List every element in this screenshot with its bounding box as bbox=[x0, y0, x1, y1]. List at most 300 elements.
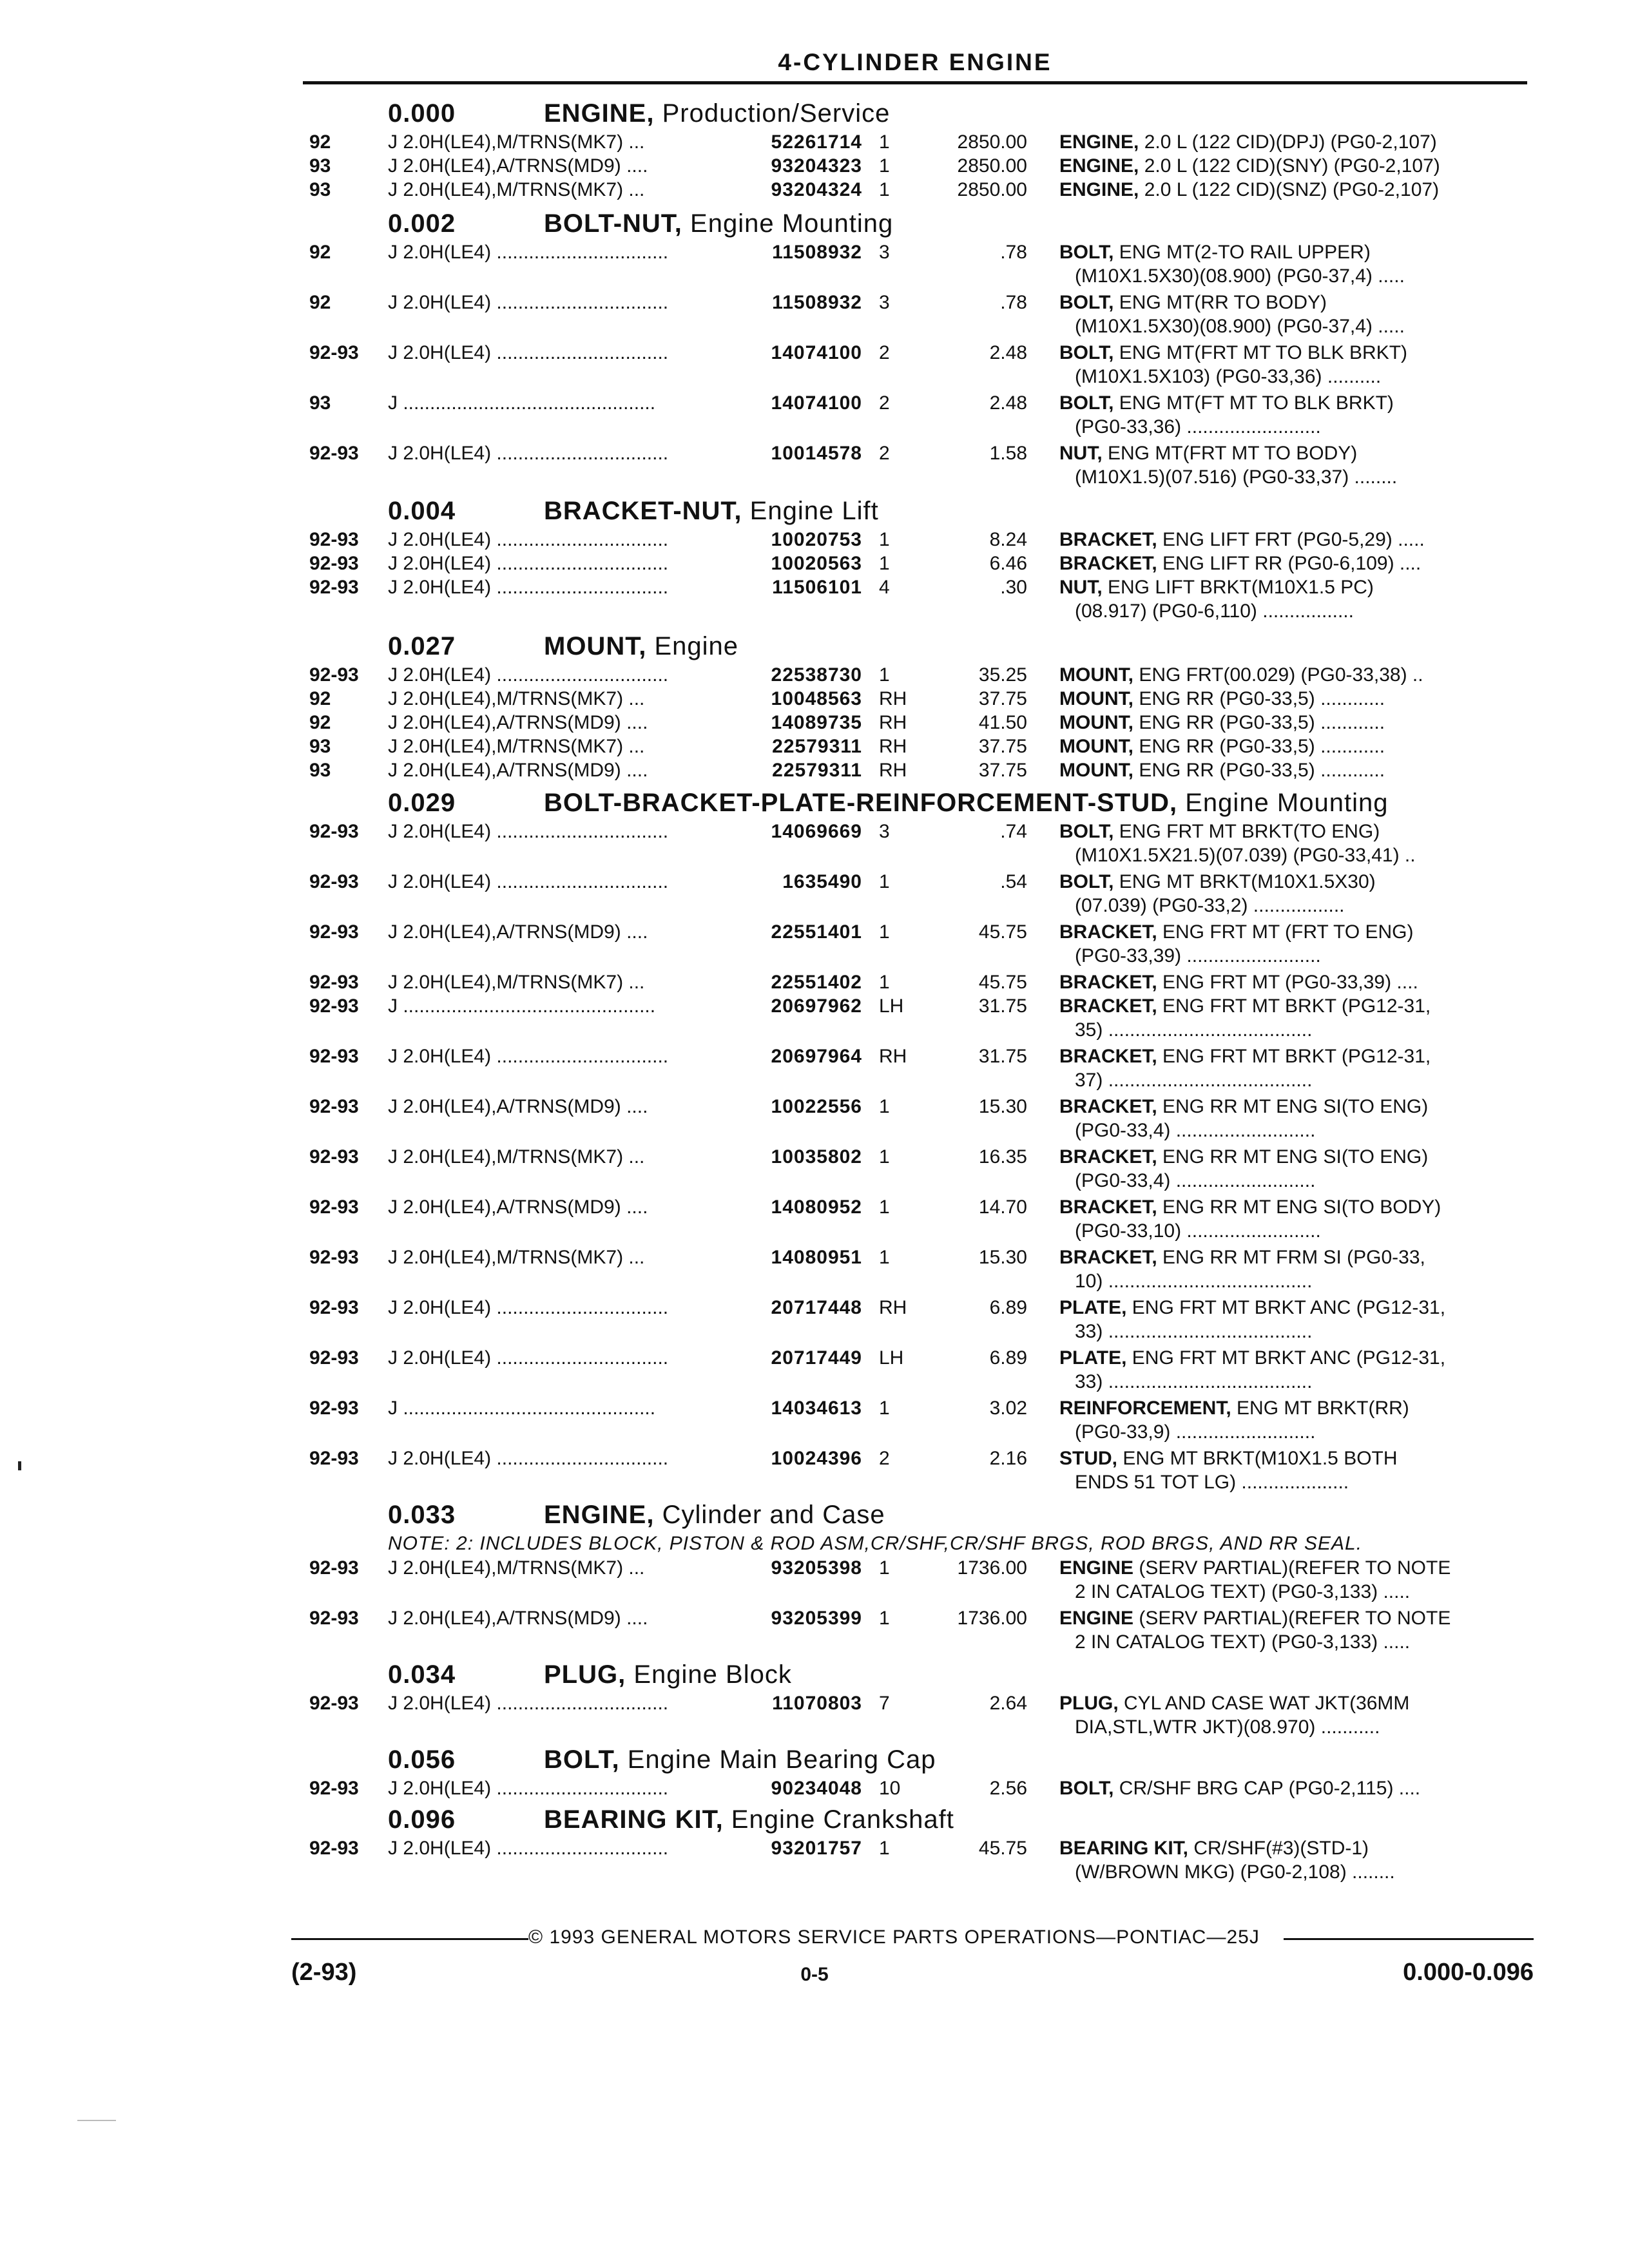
section-name bbox=[544, 1501, 885, 1530]
part-spec: ENG RR (PG0-33,5) ............ bbox=[1133, 688, 1385, 709]
list-price: 2850.00 bbox=[957, 179, 1027, 200]
application: J 2.0H(LE4),M/TRNS(MK7) ... bbox=[388, 736, 645, 757]
section-name bbox=[544, 1745, 936, 1774]
part-description bbox=[1059, 687, 1523, 711]
part-description bbox=[1059, 735, 1523, 758]
description-line bbox=[1059, 711, 1523, 735]
quantity: 3 bbox=[879, 292, 890, 313]
model-year: 93 bbox=[309, 155, 331, 177]
part-spec: ENG MT BRKT(RR) bbox=[1231, 1398, 1409, 1419]
model-year: 93 bbox=[309, 392, 331, 414]
list-price: 41.50 bbox=[978, 712, 1027, 733]
section-heading bbox=[303, 1498, 1527, 1532]
part-number: 20697962 bbox=[771, 995, 862, 1017]
quantity: 3 bbox=[879, 821, 890, 842]
part-row bbox=[303, 663, 1527, 687]
list-price: .78 bbox=[1000, 292, 1027, 313]
part-row bbox=[303, 687, 1527, 711]
part-row bbox=[303, 758, 1527, 782]
application: J 2.0H(LE4),A/TRNS(MD9) .... bbox=[388, 1608, 648, 1629]
section-number: 0.096 bbox=[388, 1805, 456, 1834]
part-row bbox=[303, 391, 1527, 439]
part-row bbox=[303, 1245, 1527, 1293]
quantity: RH bbox=[879, 1046, 907, 1067]
quantity: 1 bbox=[879, 1557, 890, 1579]
description-line bbox=[1059, 687, 1523, 711]
part-row bbox=[303, 552, 1527, 575]
description-continuation: 33) ...................................... bbox=[1075, 1371, 1313, 1392]
part-description bbox=[1059, 758, 1523, 782]
part-number: 22538730 bbox=[771, 664, 862, 686]
catalog-section bbox=[303, 1803, 1527, 1884]
section-heading bbox=[303, 97, 1527, 130]
section-name-part: ENGINE, bbox=[544, 99, 655, 128]
part-row bbox=[303, 178, 1527, 202]
part-description bbox=[1059, 154, 1523, 178]
part-name: BOLT, bbox=[1059, 342, 1114, 363]
quantity: 1 bbox=[879, 871, 890, 892]
part-description bbox=[1059, 820, 1523, 867]
list-price: .78 bbox=[1000, 242, 1027, 263]
part-spec: ENG FRT MT BRKT ANC (PG12-31, bbox=[1126, 1347, 1446, 1369]
part-row bbox=[303, 1396, 1527, 1444]
application: J 2.0H(LE4) ................................ bbox=[388, 1448, 669, 1469]
description-line bbox=[1059, 552, 1523, 575]
description-line bbox=[1059, 1446, 1523, 1470]
part-name: PLUG, bbox=[1059, 1693, 1119, 1714]
application: J 2.0H(LE4),M/TRNS(MK7) ... bbox=[388, 1247, 645, 1268]
part-spec: CR/SHF(#3)(STD-1) bbox=[1188, 1838, 1369, 1859]
group-range: 0.000-0.096 bbox=[1403, 1959, 1534, 1986]
application: J 2.0H(LE4) ................................ bbox=[388, 1693, 669, 1714]
part-number: 1635490 bbox=[782, 871, 862, 892]
list-price: 1736.00 bbox=[957, 1557, 1027, 1579]
description-line bbox=[1059, 391, 1523, 415]
application: J 2.0H(LE4) ................................ bbox=[388, 871, 669, 892]
application: J 2.0H(LE4) ................................ bbox=[388, 821, 669, 842]
quantity: 1 bbox=[879, 972, 890, 993]
model-year: 92-93 bbox=[309, 995, 359, 1017]
part-number: 93201757 bbox=[771, 1838, 862, 1859]
description-continuation: 37) ...................................... bbox=[1075, 1070, 1313, 1091]
model-year: 93 bbox=[309, 736, 331, 757]
model-year: 92-93 bbox=[309, 529, 359, 550]
section-name bbox=[544, 789, 1388, 818]
part-description bbox=[1059, 528, 1523, 552]
list-price: 6.46 bbox=[989, 553, 1027, 574]
part-name: BRACKET, bbox=[1059, 972, 1157, 993]
part-spec: 2.0 L (122 CID)(DPJ) (PG0-2,107) bbox=[1139, 131, 1437, 153]
part-name: PLATE, bbox=[1059, 1347, 1127, 1369]
part-number: 14034613 bbox=[771, 1398, 862, 1419]
part-name: PLATE, bbox=[1059, 1297, 1127, 1318]
description-continuation: (PG0-33,39) ......................... bbox=[1075, 945, 1321, 966]
list-price: 2.48 bbox=[989, 392, 1027, 414]
part-name: REINFORCEMENT, bbox=[1059, 1398, 1231, 1419]
application: J ............................................... bbox=[388, 995, 656, 1017]
part-description bbox=[1059, 130, 1523, 154]
description-line bbox=[1059, 528, 1523, 552]
list-price: 45.75 bbox=[978, 972, 1027, 993]
list-price: 16.35 bbox=[978, 1146, 1027, 1168]
description-line bbox=[1059, 130, 1523, 154]
catalog-section bbox=[303, 207, 1527, 489]
quantity: RH bbox=[879, 760, 907, 781]
model-year: 92-93 bbox=[309, 1608, 359, 1629]
description-continuation: (PG0-33,4) .......................... bbox=[1075, 1120, 1316, 1141]
application: J 2.0H(LE4) ................................ bbox=[388, 664, 669, 686]
description-line bbox=[1059, 1396, 1523, 1420]
section-number: 0.002 bbox=[388, 209, 456, 238]
revision-date: (2-93) bbox=[291, 1959, 357, 1986]
part-spec: ENG MT(RR TO BODY) bbox=[1113, 292, 1327, 313]
catalog-section bbox=[303, 97, 1527, 202]
section-heading bbox=[303, 629, 1527, 663]
quantity: RH bbox=[879, 712, 907, 733]
section-name-part: BEARING KIT, bbox=[544, 1805, 724, 1834]
part-description bbox=[1059, 663, 1523, 687]
section-heading bbox=[303, 1803, 1527, 1836]
section-name bbox=[544, 209, 893, 238]
model-year: 92-93 bbox=[309, 1046, 359, 1067]
section-name bbox=[544, 1805, 954, 1834]
part-spec: ENG FRT MT BRKT (PG12-31, bbox=[1157, 995, 1431, 1017]
part-spec: (SERV PARTIAL)(REFER TO NOTE bbox=[1133, 1608, 1451, 1629]
section-name-detail: Engine Lift bbox=[742, 497, 879, 525]
part-row bbox=[303, 1556, 1527, 1604]
description-line bbox=[1059, 870, 1523, 894]
quantity: 1 bbox=[879, 1196, 890, 1218]
section-name-detail: Engine Crankshaft bbox=[723, 1805, 954, 1834]
part-number: 10048563 bbox=[771, 688, 862, 709]
part-spec: ENG RR MT ENG SI(TO BODY) bbox=[1157, 1196, 1441, 1218]
part-number: 10024396 bbox=[771, 1448, 862, 1469]
section-number: 0.034 bbox=[388, 1660, 456, 1689]
model-year: 92-93 bbox=[309, 443, 359, 464]
description-continuation: (PG0-33,4) .......................... bbox=[1075, 1170, 1316, 1191]
model-year: 92-93 bbox=[309, 921, 359, 943]
application: J 2.0H(LE4),A/TRNS(MD9) .... bbox=[388, 155, 648, 177]
part-name: BRACKET, bbox=[1059, 529, 1157, 550]
part-number: 10020563 bbox=[771, 553, 862, 574]
model-year: 92-93 bbox=[309, 1297, 359, 1318]
model-year: 93 bbox=[309, 760, 331, 781]
part-description bbox=[1059, 1195, 1523, 1243]
quantity: RH bbox=[879, 688, 907, 709]
part-description bbox=[1059, 970, 1523, 994]
application: J 2.0H(LE4),A/TRNS(MD9) .... bbox=[388, 1196, 648, 1218]
description-continuation: (08.917) (PG0-6,110) ................. bbox=[1075, 601, 1354, 622]
scan-artifact bbox=[77, 2120, 116, 2121]
application: J 2.0H(LE4) ................................ bbox=[388, 342, 669, 363]
description-line bbox=[1059, 1691, 1523, 1715]
part-spec: ENG MT(FRT MT TO BODY) bbox=[1102, 443, 1358, 464]
part-row bbox=[303, 130, 1527, 154]
section-number: 0.027 bbox=[388, 632, 456, 660]
application: J 2.0H(LE4) ................................ bbox=[388, 1046, 669, 1067]
description-line bbox=[1059, 154, 1523, 178]
section-number: 0.000 bbox=[388, 99, 456, 128]
description-continuation: ENDS 51 TOT LG) .................... bbox=[1075, 1472, 1349, 1493]
part-spec: ENG MT(2-TO RAIL UPPER) bbox=[1113, 242, 1371, 263]
part-name: ENGINE bbox=[1059, 1557, 1134, 1579]
model-year: 92 bbox=[309, 688, 331, 709]
list-price: 2.64 bbox=[989, 1693, 1027, 1714]
part-name: BOLT, bbox=[1059, 871, 1114, 892]
model-year: 92-93 bbox=[309, 1247, 359, 1268]
description-continuation: (W/BROWN MKG) (PG0-2,108) ........ bbox=[1075, 1861, 1395, 1883]
section-name-detail: Engine Block bbox=[626, 1660, 792, 1689]
list-price: 1.58 bbox=[989, 443, 1027, 464]
part-number: 20717448 bbox=[771, 1297, 862, 1318]
description-line bbox=[1059, 1195, 1523, 1219]
list-price: 8.24 bbox=[989, 529, 1027, 550]
part-row bbox=[303, 970, 1527, 994]
list-price: 14.70 bbox=[978, 1196, 1027, 1218]
model-year: 92-93 bbox=[309, 972, 359, 993]
part-description bbox=[1059, 1446, 1523, 1494]
part-row bbox=[303, 1095, 1527, 1142]
part-description bbox=[1059, 1836, 1523, 1884]
part-spec: ENG FRT MT BRKT (PG12-31, bbox=[1157, 1046, 1431, 1067]
part-spec: ENG MT(FT MT TO BLK BRKT) bbox=[1113, 392, 1394, 414]
part-number: 10020753 bbox=[771, 529, 862, 550]
application: J ............................................... bbox=[388, 392, 656, 414]
part-description bbox=[1059, 178, 1523, 202]
part-name: ENGINE, bbox=[1059, 179, 1139, 200]
section-name-detail: Engine bbox=[646, 632, 738, 660]
quantity: 1 bbox=[879, 179, 890, 200]
quantity: 3 bbox=[879, 242, 890, 263]
description-line bbox=[1059, 178, 1523, 202]
part-number: 10035802 bbox=[771, 1146, 862, 1168]
model-year: 92-93 bbox=[309, 871, 359, 892]
description-continuation: 2 IN CATALOG TEXT) (PG0-3,133) ..... bbox=[1075, 1581, 1411, 1602]
section-name-detail: Production/Service bbox=[654, 99, 891, 128]
part-number: 93204324 bbox=[771, 179, 862, 200]
part-spec: ENG FRT(00.029) (PG0-33,38) .. bbox=[1133, 664, 1423, 686]
application: J 2.0H(LE4),A/TRNS(MD9) .... bbox=[388, 760, 648, 781]
application: J 2.0H(LE4),M/TRNS(MK7) ... bbox=[388, 131, 645, 153]
list-price: 2850.00 bbox=[957, 131, 1027, 153]
section-name-part: MOUNT, bbox=[544, 632, 647, 660]
description-line bbox=[1059, 1245, 1523, 1269]
section-heading bbox=[303, 494, 1527, 528]
part-number: 14089735 bbox=[771, 712, 862, 733]
part-number: 20717449 bbox=[771, 1347, 862, 1369]
quantity: LH bbox=[879, 995, 904, 1017]
footer-rule-right bbox=[1284, 1938, 1534, 1940]
part-description bbox=[1059, 1396, 1523, 1444]
part-name: BRACKET, bbox=[1059, 1247, 1157, 1268]
part-number: 22551402 bbox=[771, 972, 862, 993]
part-description bbox=[1059, 920, 1523, 968]
description-line bbox=[1059, 758, 1523, 782]
part-name: BRACKET, bbox=[1059, 921, 1157, 943]
part-number: 22579311 bbox=[772, 736, 862, 757]
part-spec: ENG MT BRKT(M10X1.5X30) bbox=[1113, 871, 1376, 892]
description-line bbox=[1059, 1296, 1523, 1320]
description-line bbox=[1059, 1606, 1523, 1630]
model-year: 92 bbox=[309, 292, 331, 313]
part-row bbox=[303, 1195, 1527, 1243]
model-year: 92-93 bbox=[309, 1096, 359, 1117]
part-row bbox=[303, 1606, 1527, 1654]
description-line bbox=[1059, 291, 1523, 314]
description-continuation: (07.039) (PG0-33,2) ................. bbox=[1075, 895, 1345, 916]
list-price: 1736.00 bbox=[957, 1608, 1027, 1629]
description-continuation: 35) ...................................... bbox=[1075, 1019, 1313, 1041]
model-year: 92-93 bbox=[309, 1146, 359, 1168]
part-description bbox=[1059, 1095, 1523, 1142]
section-name-part: BOLT-BRACKET-PLATE-REINFORCEMENT-STUD, bbox=[544, 789, 1178, 817]
part-spec: ENG RR (PG0-33,5) ............ bbox=[1133, 736, 1385, 757]
description-line bbox=[1059, 663, 1523, 687]
part-row bbox=[303, 154, 1527, 178]
description-continuation: (M10X1.5X21.5)(07.039) (PG0-33,41) .. bbox=[1075, 845, 1416, 866]
part-name: MOUNT, bbox=[1059, 712, 1133, 733]
description-line bbox=[1059, 1776, 1523, 1800]
section-name-part: BRACKET-NUT, bbox=[544, 497, 742, 525]
application: J 2.0H(LE4) ................................ bbox=[388, 292, 669, 313]
description-continuation: 10) ...................................... bbox=[1075, 1271, 1313, 1292]
section-name-part: BOLT-NUT, bbox=[544, 209, 682, 238]
part-description bbox=[1059, 1346, 1523, 1394]
list-price: .30 bbox=[1000, 577, 1027, 598]
part-name: ENGINE, bbox=[1059, 131, 1139, 153]
part-row bbox=[303, 1145, 1527, 1193]
model-year: 92-93 bbox=[309, 553, 359, 574]
catalog-section bbox=[303, 1658, 1527, 1739]
description-line bbox=[1059, 735, 1523, 758]
part-name: BRACKET, bbox=[1059, 553, 1157, 574]
application: J 2.0H(LE4),M/TRNS(MK7) ... bbox=[388, 179, 645, 200]
model-year: 92-93 bbox=[309, 1398, 359, 1419]
application: J 2.0H(LE4) ................................ bbox=[388, 242, 669, 263]
list-price: 37.75 bbox=[978, 688, 1027, 709]
part-name: MOUNT, bbox=[1059, 736, 1133, 757]
part-spec: CR/SHF BRG CAP (PG0-2,115) .... bbox=[1113, 1778, 1421, 1799]
quantity: 1 bbox=[879, 1247, 890, 1268]
part-row bbox=[303, 441, 1527, 489]
part-name: NUT, bbox=[1059, 577, 1103, 598]
part-number: 14080951 bbox=[771, 1247, 862, 1268]
model-year: 92-93 bbox=[309, 342, 359, 363]
model-year: 92-93 bbox=[309, 1448, 359, 1469]
part-spec: ENG RR (PG0-33,5) ............ bbox=[1133, 712, 1385, 733]
part-description bbox=[1059, 994, 1523, 1042]
quantity: 1 bbox=[879, 1146, 890, 1168]
list-price: 2.16 bbox=[989, 1448, 1027, 1469]
part-row bbox=[303, 1776, 1527, 1800]
part-description bbox=[1059, 1296, 1523, 1343]
margin-mark bbox=[18, 1461, 21, 1470]
part-spec: ENG LIFT RR (PG0-6,109) .... bbox=[1157, 553, 1422, 574]
application: J 2.0H(LE4) ................................ bbox=[388, 1347, 669, 1369]
description-line bbox=[1059, 441, 1523, 465]
section-heading bbox=[303, 207, 1527, 240]
part-spec: ENG MT(FRT MT TO BLK BRKT) bbox=[1113, 342, 1408, 363]
part-description bbox=[1059, 552, 1523, 575]
part-description bbox=[1059, 870, 1523, 918]
part-row bbox=[303, 711, 1527, 735]
quantity: 10 bbox=[879, 1778, 901, 1799]
part-number: 93205399 bbox=[771, 1608, 862, 1629]
part-description bbox=[1059, 391, 1523, 439]
quantity: 1 bbox=[879, 921, 890, 943]
part-description bbox=[1059, 240, 1523, 288]
description-line bbox=[1059, 970, 1523, 994]
application: J 2.0H(LE4),M/TRNS(MK7) ... bbox=[388, 1146, 645, 1168]
quantity: 1 bbox=[879, 1096, 890, 1117]
part-name: BRACKET, bbox=[1059, 1146, 1157, 1168]
part-spec: ENG FRT MT (FRT TO ENG) bbox=[1157, 921, 1414, 943]
section-number: 0.004 bbox=[388, 497, 456, 525]
quantity: 2 bbox=[879, 443, 890, 464]
part-row bbox=[303, 1691, 1527, 1739]
section-name-detail: Cylinder and Case bbox=[654, 1501, 885, 1529]
part-name: STUD, bbox=[1059, 1448, 1117, 1469]
footer-rule-left bbox=[291, 1938, 528, 1940]
part-spec: ENG RR MT FRM SI (PG0-33, bbox=[1157, 1247, 1425, 1268]
description-continuation: DIA,STL,WTR JKT)(08.970) ........... bbox=[1075, 1716, 1380, 1738]
part-name: BOLT, bbox=[1059, 392, 1114, 414]
part-number: 22551401 bbox=[771, 921, 862, 943]
part-row bbox=[303, 994, 1527, 1042]
part-number: 14069669 bbox=[771, 821, 862, 842]
part-row bbox=[303, 1296, 1527, 1343]
part-row bbox=[303, 528, 1527, 552]
part-name: NUT, bbox=[1059, 443, 1103, 464]
part-number: 10014578 bbox=[771, 443, 862, 464]
part-number: 93205398 bbox=[771, 1557, 862, 1579]
description-line bbox=[1059, 341, 1523, 365]
part-name: BRACKET, bbox=[1059, 1046, 1157, 1067]
part-number: 14074100 bbox=[771, 392, 862, 414]
part-spec: (SERV PARTIAL)(REFER TO NOTE bbox=[1133, 1557, 1451, 1579]
part-name: ENGINE bbox=[1059, 1608, 1134, 1629]
model-year: 92-93 bbox=[309, 1778, 359, 1799]
description-line bbox=[1059, 994, 1523, 1018]
part-description bbox=[1059, 341, 1523, 389]
model-year: 92 bbox=[309, 131, 331, 153]
quantity: 2 bbox=[879, 392, 890, 414]
part-number: 22579311 bbox=[772, 760, 862, 781]
part-number: 11508932 bbox=[772, 242, 862, 263]
part-number: 11508932 bbox=[772, 292, 862, 313]
part-row bbox=[303, 870, 1527, 918]
list-price: 37.75 bbox=[978, 736, 1027, 757]
model-year: 92-93 bbox=[309, 577, 359, 598]
description-line bbox=[1059, 1556, 1523, 1580]
part-row bbox=[303, 820, 1527, 867]
model-year: 92-93 bbox=[309, 1347, 359, 1369]
section-name-part: PLUG, bbox=[544, 1660, 626, 1689]
section-heading bbox=[303, 786, 1527, 820]
application: J 2.0H(LE4) ................................ bbox=[388, 529, 669, 550]
part-description bbox=[1059, 1245, 1523, 1293]
section-name bbox=[544, 99, 890, 128]
list-price: 6.89 bbox=[989, 1347, 1027, 1369]
part-row bbox=[303, 1346, 1527, 1394]
description-line bbox=[1059, 1145, 1523, 1169]
description-continuation: 33) ...................................... bbox=[1075, 1321, 1313, 1342]
part-number: 10022556 bbox=[771, 1096, 862, 1117]
section-name bbox=[544, 497, 879, 526]
part-description bbox=[1059, 1606, 1523, 1654]
section-name-part: BOLT, bbox=[544, 1745, 620, 1774]
description-line bbox=[1059, 820, 1523, 843]
